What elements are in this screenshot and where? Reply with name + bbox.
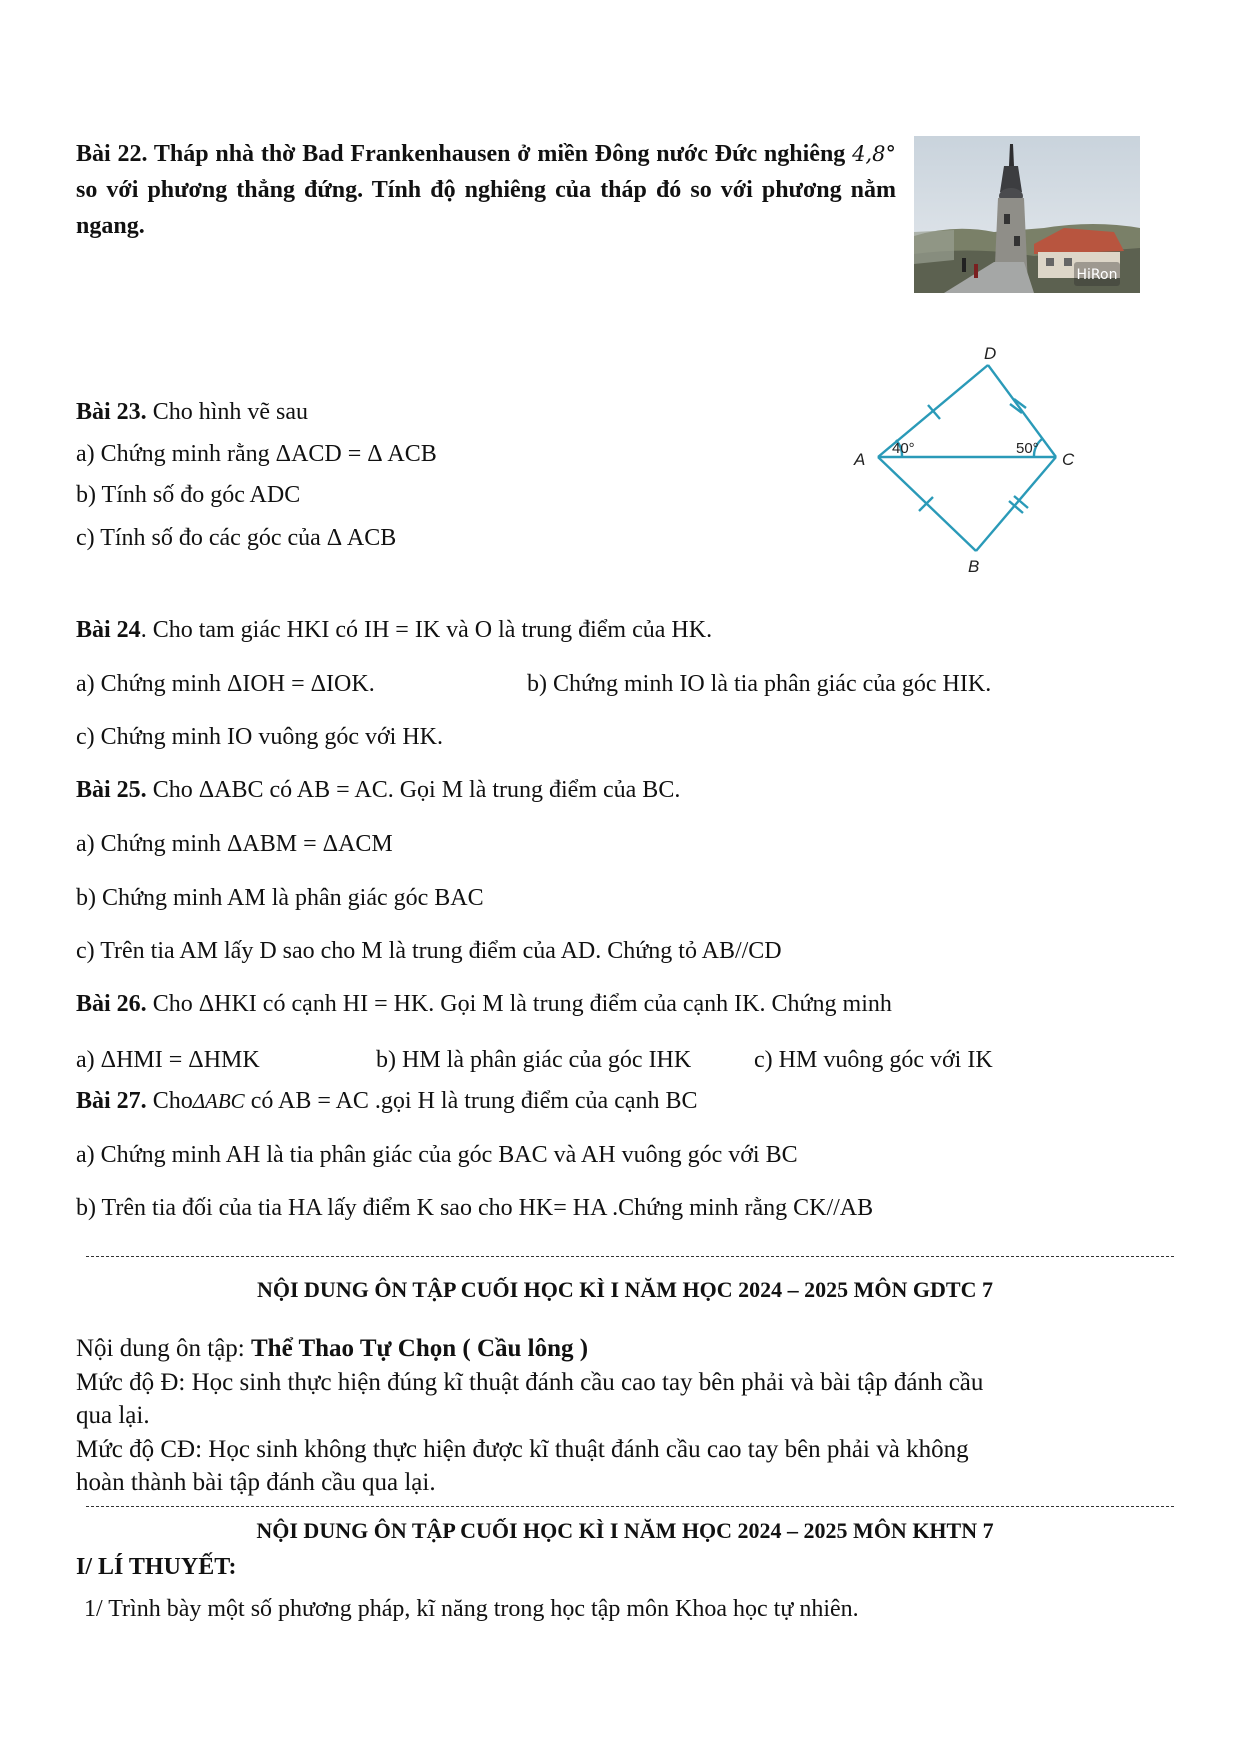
divider-gdtc	[86, 1256, 1174, 1257]
bai27-triangle: ΔABC	[192, 1089, 245, 1113]
bai23-a: a) Chứng minh rằng ΔACD = Δ ACB	[76, 441, 437, 467]
label-d: D	[984, 344, 997, 363]
bai23-label: Bài 23.	[76, 399, 147, 425]
bai22-label: Bài 22.	[76, 141, 148, 167]
bai27-b: b) Trên tia đối của tia HA lấy điểm K sao cho HK= HA .Chứng minh rằng CK//AB	[76, 1195, 874, 1221]
bai24-b: b) Chứng minh IO là tia phân giác của góc HIK.	[527, 671, 992, 697]
bai22-angle: 4,8°	[852, 142, 897, 166]
gdtc-level-d-line1: Mức độ Đ: Học sinh thực hiện đúng kĩ thuật đánh cầu cao tay bên phải và bài tập đánh cầu	[76, 1369, 984, 1396]
bai24-c: c) Chứng minh IO vuông góc với HK.	[76, 724, 443, 750]
photo-watermark: HiRon	[1076, 267, 1118, 283]
bai22-paragraph	[76, 136, 896, 244]
bai26-intro-line	[76, 990, 892, 1018]
bai27-label: Bài 27.	[76, 1088, 147, 1114]
label-c: C	[1062, 450, 1075, 469]
bai23-b: b) Tính số đo góc ADC	[76, 482, 301, 508]
khtn-section-title: I/ LÍ THUYẾT:	[76, 1554, 237, 1580]
bai23-intro: Cho hình vẽ sau	[152, 399, 309, 425]
bai24-label: Bài 24	[76, 617, 141, 643]
church-tower-photo	[914, 136, 1140, 293]
bai25-intro-line	[76, 776, 680, 804]
gdtc-topic-line	[76, 1335, 588, 1363]
bai27-a: a) Chứng minh AH là tia phân giác của góc BAC và AH vuông góc với BC	[76, 1142, 798, 1168]
bai23-c: c) Tính số đo các góc của Δ ACB	[76, 525, 397, 551]
label-b: B	[968, 557, 980, 574]
gdtc-topic: Thể Thao Tự Chọn ( Cầu lông )	[251, 1335, 589, 1362]
gdtc-level-cd-line2: hoàn thành bài tập đánh cầu qua lại.	[76, 1469, 436, 1496]
angle-c-label: 50°	[1016, 440, 1039, 457]
divider-khtn	[86, 1506, 1174, 1507]
bai25-intro: Cho ΔABC có AB = AC. Gọi M là trung điểm của BC.	[152, 777, 681, 803]
gdtc-heading: NỘI DUNG ÔN TẬP CUỐI HỌC KÌ I NĂM HỌC 2024 – 2025 MÔN GDTC 7	[256, 1277, 993, 1302]
bai26-intro: Cho ΔHKI có cạnh HI = HK. Gọi M là trung điểm của cạnh IK. Chứng minh	[152, 991, 892, 1017]
bai22-text-a: Tháp nhà thờ Bad Frankenhausen ở miền Đông nước Đức nghiêng	[153, 141, 846, 167]
church-tower-illustration	[914, 136, 1140, 293]
khtn-item-1: 1/ Trình bày một số phương pháp, kĩ năng trong học tập môn Khoa học tự nhiên.	[84, 1596, 859, 1622]
label-a: A	[854, 450, 866, 469]
bai23-intro-line	[76, 398, 308, 426]
bai27-intro-line	[76, 1087, 698, 1115]
gdtc-level-cd-line1: Mức độ CĐ: Học sinh không thực hiện được kĩ thuật đánh cầu cao tay bên phải và không	[76, 1436, 969, 1463]
bai23-figure	[846, 344, 1076, 574]
bai26-a: a) ΔHMI = ΔHMK	[76, 1047, 260, 1073]
bai27-intro-b: có AB = AC .gọi H là trung điểm của cạnh BC	[250, 1088, 698, 1114]
bai25-label: Bài 25.	[76, 777, 147, 803]
bai25-b: b) Chứng minh AM là phân giác góc BAC	[76, 885, 484, 911]
gdtc-topic-label: Nội dung ôn tập:	[76, 1335, 245, 1362]
bai24-a: a) Chứng minh ΔIOH = ΔIOK.	[76, 671, 375, 697]
bai26-label: Bài 26.	[76, 991, 147, 1017]
bai26-b: b) HM là phân giác của góc IHK	[376, 1047, 692, 1073]
bai26-c: c) HM vuông góc với IK	[754, 1047, 993, 1073]
bai24-intro-line	[76, 616, 712, 644]
bai27-intro-a: Cho	[152, 1088, 193, 1114]
segment-bc	[976, 457, 1056, 551]
bai25-c: c) Trên tia AM lấy D sao cho M là trung điểm của AD. Chứng tỏ AB//CD	[76, 938, 782, 964]
khtn-heading: NỘI DUNG ÔN TẬP CUỐI HỌC KÌ I NĂM HỌC 2024 – 2025 MÔN KHTN 7	[256, 1518, 994, 1543]
gdtc-level-d-line2: qua lại.	[76, 1402, 150, 1429]
angle-a-label: 40°	[892, 440, 915, 457]
bai24-intro: . Cho tam giác HKI có IH = IK và O là trung điểm của HK.	[140, 617, 713, 643]
bai25-a: a) Chứng minh ΔABM = ΔACM	[76, 831, 393, 857]
bai22-text-b: so với phương thẳng đứng. Tính độ nghiêng của tháp đó so với phương nằm ngang.	[76, 177, 896, 239]
